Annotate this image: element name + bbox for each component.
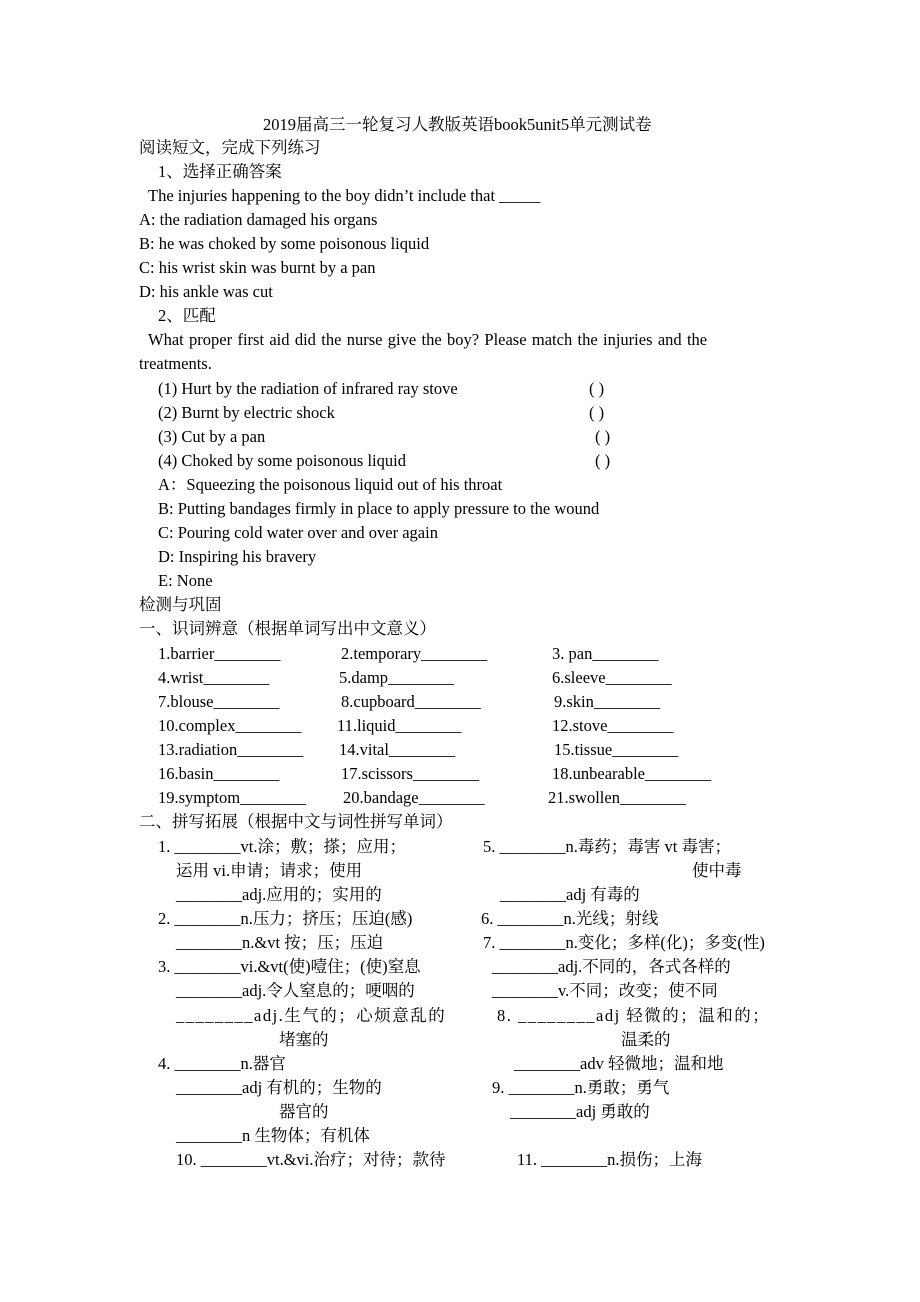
section-heading: 检测与巩固 xyxy=(139,595,222,614)
treatment: B: Putting bandages firmly in place to apply pressure to the wound xyxy=(158,499,600,518)
match-blank: ( ) xyxy=(595,451,611,470)
match-item: (4) Choked by some poisonous liquid xyxy=(158,451,406,470)
spelling-line: ________adj 有机的；生物的 xyxy=(176,1078,382,1097)
spelling-line: 8. ________adj 轻微的；温和的； xyxy=(497,1006,771,1025)
spelling-line: ________adj.不同的，各式各样的 xyxy=(492,957,731,976)
vocab-item: 7.blouse________ xyxy=(158,692,280,711)
treatment: C: Pouring cold water over and over again xyxy=(158,523,438,542)
vocab-item: 1.barrier________ xyxy=(158,644,281,663)
vocab-item: 9.skin________ xyxy=(554,692,660,711)
spelling-line: 9. ________n.勇敢；勇气 xyxy=(492,1078,670,1097)
spelling-line: 温柔的 xyxy=(621,1030,671,1049)
spelling-line: 器官的 xyxy=(279,1102,329,1121)
spelling-line: 1. ________vt.涂；敷；搽；应用； xyxy=(158,837,406,856)
spelling-line: 3. ________vi.&vt(使)噎住；(使)窒息 xyxy=(158,957,421,976)
vocab-item: 2.temporary________ xyxy=(341,644,488,663)
treatment: A：Squeezing the poisonous liquid out of his throat xyxy=(158,475,503,494)
spelling-line: 运用 vi.申请；请求；使用 xyxy=(176,861,363,880)
spelling-line: 2. ________n.压力；挤压；压迫(感) xyxy=(158,909,413,928)
vocab-item: 19.symptom________ xyxy=(158,788,307,807)
vocab-item: 21.swollen________ xyxy=(548,788,686,807)
vocab-item: 8.cupboard________ xyxy=(341,692,481,711)
vocab-item: 20.bandage________ xyxy=(343,788,485,807)
vocab-item: 11.liquid________ xyxy=(337,716,462,735)
vocab-item: 17.scissors________ xyxy=(341,764,479,783)
vocab-item: 10.complex________ xyxy=(158,716,302,735)
option-a: A: the radiation damaged his organs xyxy=(139,210,378,229)
vocab-heading: 一、识词辨意（根据单词写出中文意义） xyxy=(139,619,436,638)
spelling-line: ________adj 勇敢的 xyxy=(510,1102,650,1121)
part1-question: The injuries happening to the boy didn’t include that _____ xyxy=(148,186,541,205)
vocab-item: 12.stove________ xyxy=(552,716,674,735)
treatment: D: Inspiring his bravery xyxy=(158,547,317,566)
match-blank: ( ) xyxy=(589,403,605,422)
spelling-line: ________n.&vt 按；压；压迫 xyxy=(176,933,384,952)
spelling-line: 11. ________n.损伤；上海 xyxy=(517,1150,703,1169)
spelling-line: ________n 生物体；有机体 xyxy=(176,1126,370,1145)
match-blank: ( ) xyxy=(589,379,605,398)
part2-question: What proper first aid did the nurse give the boy? Please match the injuries and the xyxy=(148,330,708,349)
spelling-heading: 二、拼写拓展（根据中文与词性拼写单词） xyxy=(139,812,453,831)
document-title: 2019届高三一轮复习人教版英语book5unit5单元测试卷 xyxy=(263,115,652,134)
option-b: B: he was choked by some poisonous liquid xyxy=(139,234,430,253)
option-d: D: his ankle was cut xyxy=(139,282,273,301)
vocab-item: 5.damp________ xyxy=(339,668,455,687)
treatment: E: None xyxy=(158,571,213,590)
part2-question-cont: treatments. xyxy=(139,354,212,373)
vocab-item: 6.sleeve________ xyxy=(552,668,672,687)
spelling-line: 4. ________n.器官 xyxy=(158,1054,286,1073)
match-item: (1) Hurt by the radiation of infrared ray stove xyxy=(158,379,458,398)
vocab-item: 14.vital________ xyxy=(339,740,455,759)
vocab-item: 15.tissue________ xyxy=(554,740,679,759)
match-blank: ( ) xyxy=(595,427,611,446)
intro-text: 阅读短文，完成下列练习 xyxy=(139,138,321,157)
part1-heading: 1、选择正确答案 xyxy=(158,162,282,181)
spelling-line: 6. ________n.光线；射线 xyxy=(481,909,659,928)
spelling-line: 7. ________n.变化；多样(化)；多变(性) xyxy=(483,933,765,952)
match-item: (2) Burnt by electric shock xyxy=(158,403,335,422)
spelling-line: ________adj.令人窒息的；哽咽的 xyxy=(176,981,415,1000)
spelling-line: 5. ________n.毒药；毒害 vt 毒害； xyxy=(483,837,731,856)
vocab-item: 3. pan________ xyxy=(552,644,659,663)
match-item: (3) Cut by a pan xyxy=(158,427,266,446)
part2-heading: 2、匹配 xyxy=(158,306,216,325)
vocab-item: 4.wrist________ xyxy=(158,668,270,687)
vocab-item: 18.unbearable________ xyxy=(552,764,711,783)
spelling-line: ________adv 轻微地；温和地 xyxy=(514,1054,724,1073)
spelling-line: ________adj 有毒的 xyxy=(500,885,640,904)
option-c: C: his wrist skin was burnt by a pan xyxy=(139,258,376,277)
spelling-line: ________adj.生气的；心烦意乱的 xyxy=(176,1006,447,1025)
spelling-line: 使中毒 xyxy=(692,861,742,880)
spelling-line: 10. ________vt.&vi.治疗；对待；款待 xyxy=(176,1150,446,1169)
spelling-line: ________v.不同；改变；使不同 xyxy=(492,981,718,1000)
vocab-item: 13.radiation________ xyxy=(158,740,304,759)
vocab-item: 16.basin________ xyxy=(158,764,280,783)
spelling-line: 堵塞的 xyxy=(279,1030,329,1049)
spelling-line: ________adj.应用的；实用的 xyxy=(176,885,382,904)
